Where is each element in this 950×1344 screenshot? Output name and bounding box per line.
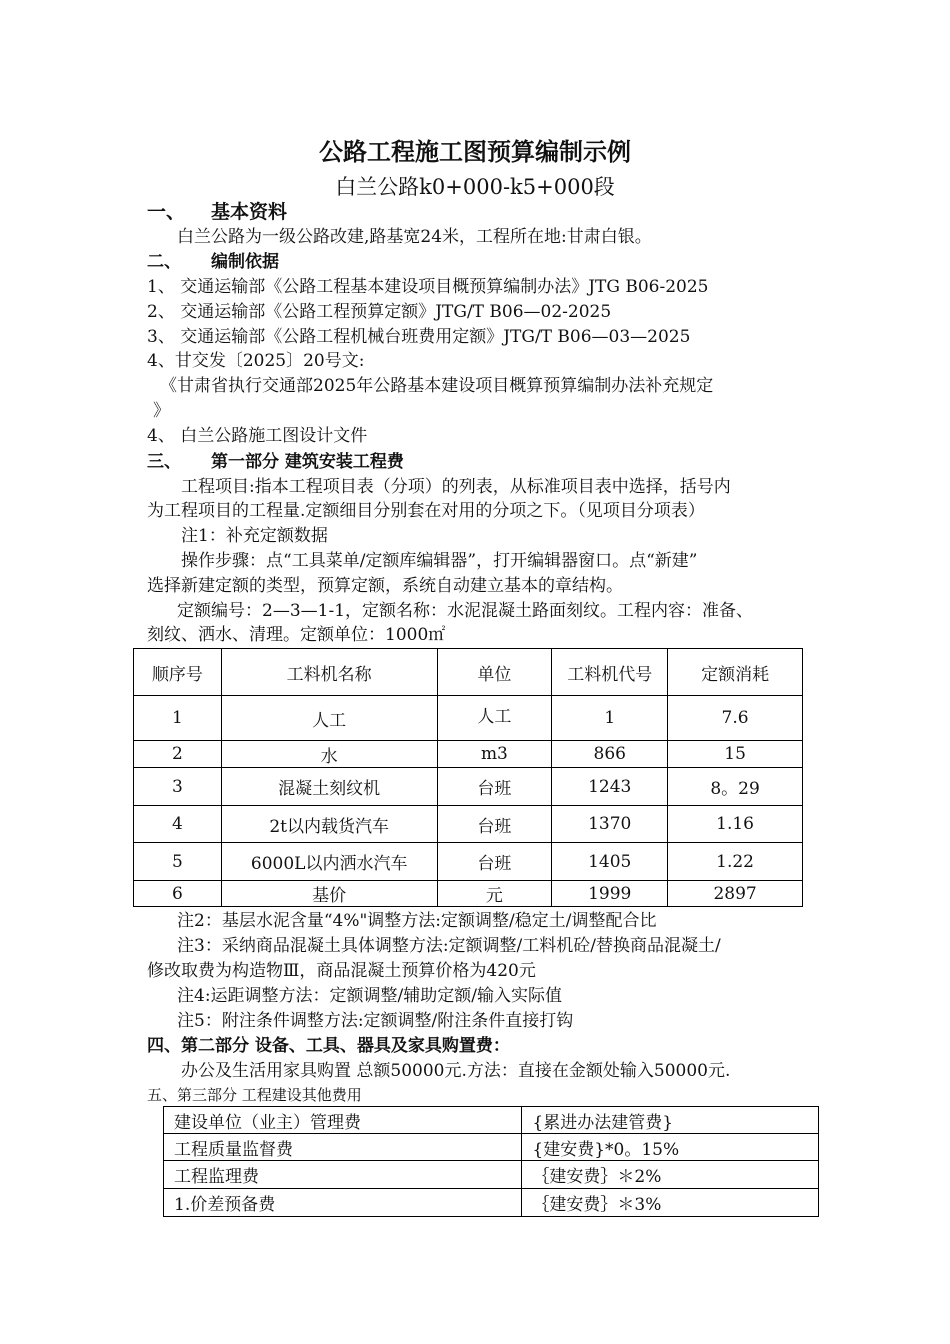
table-cell: 7.6: [668, 696, 803, 741]
other-costs-table: [163, 1106, 819, 1217]
table-cell: 1.价差预备费: [164, 1189, 522, 1217]
table-cell: 3: [134, 768, 222, 806]
table-cell: ｛建安费｝＊3%: [522, 1189, 819, 1217]
note-3-line-1: 注3：采纳商品混凝土具体调整方法:定额调整/工料机砼/替换商品混凝土/: [177, 936, 721, 956]
table-cell: 台班: [437, 843, 552, 881]
table-cell: 水: [221, 741, 437, 768]
basis-item: 》: [153, 401, 170, 421]
section-2-title: 编制依据: [211, 252, 279, 272]
table-row: [134, 741, 803, 768]
section-1-title: 基本资料: [211, 201, 288, 223]
section-2-number: 二、: [147, 252, 181, 272]
quota-description-line-2: 刻纹、洒水、清理。定额单位：1000㎡: [147, 625, 446, 645]
table-cell: 6000L以内洒水汽车: [221, 843, 437, 881]
section-1-text: 白兰公路为一级公路改建,路基宽24米，工程所在地:甘肃白银。: [177, 227, 652, 247]
section-4-title: 四、第二部分 设备、工具、器具及家具购置费：: [147, 1036, 510, 1056]
table-cell: 元: [437, 881, 552, 907]
project-paragraph-line-1: 工程项目:指本工程项目表（分项）的列表，从标准项目表中选择，括号内: [181, 477, 731, 497]
basis-item: 4、 白兰公路施工图设计文件: [147, 426, 368, 446]
basis-item: 4、甘交发〔2025〕20号文:: [147, 351, 365, 371]
basis-item: 1、 交通运输部《公路工程基本建设项目概预算编制办法》JTG B06-2025: [147, 277, 709, 297]
table-cell: 工程质量监督费: [164, 1134, 522, 1161]
table-cell: 1: [552, 696, 668, 741]
table-row: [134, 768, 803, 806]
note-4: 注4:运距调整方法：定额调整/辅助定额/输入实际值: [177, 986, 562, 1006]
table-cell: 1370: [552, 806, 668, 843]
note-5: 注5：附注条件调整方法:定额调整/附注条件直接打钩: [177, 1011, 574, 1031]
table-cell: 6: [134, 881, 222, 907]
table-cell: 15: [668, 741, 803, 768]
table-row: [134, 696, 803, 741]
table-cell: 台班: [437, 768, 552, 806]
document-title: 公路工程施工图预算编制示例: [319, 138, 631, 166]
table-cell: 2: [134, 741, 222, 768]
table-row: [134, 806, 803, 843]
table-cell: 1: [134, 696, 222, 741]
basis-item: 3、 交通运输部《公路工程机械台班费用定额》JTG/T B06—03—2025: [147, 327, 691, 347]
note-1: 注1：补充定额数据: [181, 526, 328, 546]
table-cell: 人工: [221, 696, 437, 741]
basis-item: 2、 交通运输部《公路工程预算定额》JTG/T B06—02-2025: [147, 302, 612, 322]
table-cell: ｛建安费｝＊2%: [522, 1161, 819, 1189]
table-row: [164, 1134, 819, 1161]
table-cell: 台班: [437, 806, 552, 843]
column-header: 工料机名称: [221, 649, 437, 696]
table-row: [164, 1161, 819, 1189]
table-cell: {累进办法建管费}: [522, 1107, 819, 1134]
table-cell: 建设单位（业主）管理费: [164, 1107, 522, 1134]
section-4-text: 办公及生活用家具购置 总额50000元.方法：直接在金额处输入50000元.: [181, 1061, 731, 1081]
table-cell: 1405: [552, 843, 668, 881]
section-3-number: 三、: [147, 452, 181, 472]
section-3-title: 第一部分 建筑安装工程费: [211, 452, 404, 472]
table-cell: 866: [552, 741, 668, 768]
table-row: [164, 1189, 819, 1217]
table-cell: {建安费}*0。15%: [522, 1134, 819, 1161]
note-3-line-2: 修改取费为构造物Ⅲ，商品混凝土预算价格为420元: [147, 961, 536, 981]
table-cell: 2t以内载货汽车: [221, 806, 437, 843]
column-header: 单位: [437, 649, 552, 696]
section-1-number: 一、: [147, 201, 186, 223]
table-cell: 工程监理费: [164, 1161, 522, 1189]
table-row: [134, 843, 803, 881]
note-2: 注2：基层水泥含量“4%"调整方法:定额调整/稳定土/调整配合比: [177, 911, 657, 931]
column-header: 顺序号: [134, 649, 222, 696]
operation-steps-line-1: 操作步骤：点“工具菜单/定额库编辑器”，打开编辑器窗口。点“新建”: [181, 551, 698, 571]
table-row: [134, 881, 803, 907]
table-row: [164, 1107, 819, 1134]
table-cell: 5: [134, 843, 222, 881]
operation-steps-line-2: 选择新建定额的类型，预算定额，系统自动建立基本的章结构。: [147, 576, 623, 596]
quota-description-line-1: 定额编号：2—3—1-1，定额名称：水泥混凝土路面刻纹。工程内容：准备、: [177, 601, 754, 621]
table-cell: 1.22: [668, 843, 803, 881]
table-cell: m3: [437, 741, 552, 768]
column-header: 定额消耗: [668, 649, 803, 696]
quota-table: [133, 648, 803, 907]
basis-item: 《甘肃省执行交通部2025年公路基本建设项目概算预算编制办法补充规定: [160, 376, 714, 396]
table-cell: 基价: [221, 881, 437, 907]
table-cell: 1.16: [668, 806, 803, 843]
table-cell: 人工: [437, 696, 552, 741]
table-cell: 8。29: [668, 768, 803, 806]
table-cell: 1999: [552, 881, 668, 907]
table-header-row: [134, 649, 803, 696]
column-header: 工料机代号: [552, 649, 668, 696]
table-cell: 混凝土刻纹机: [221, 768, 437, 806]
table-cell: 1243: [552, 768, 668, 806]
document-subtitle: 白兰公路k0+000-k5+000段: [335, 175, 615, 199]
table-cell: 2897: [668, 881, 803, 907]
table-cell: 4: [134, 806, 222, 843]
section-5-title: 五、第三部分 工程建设其他费用: [147, 1086, 362, 1104]
project-paragraph-line-2: 为工程项目的工程量.定额细目分别套在对用的分项之下。（见项目分项表）: [147, 501, 705, 521]
